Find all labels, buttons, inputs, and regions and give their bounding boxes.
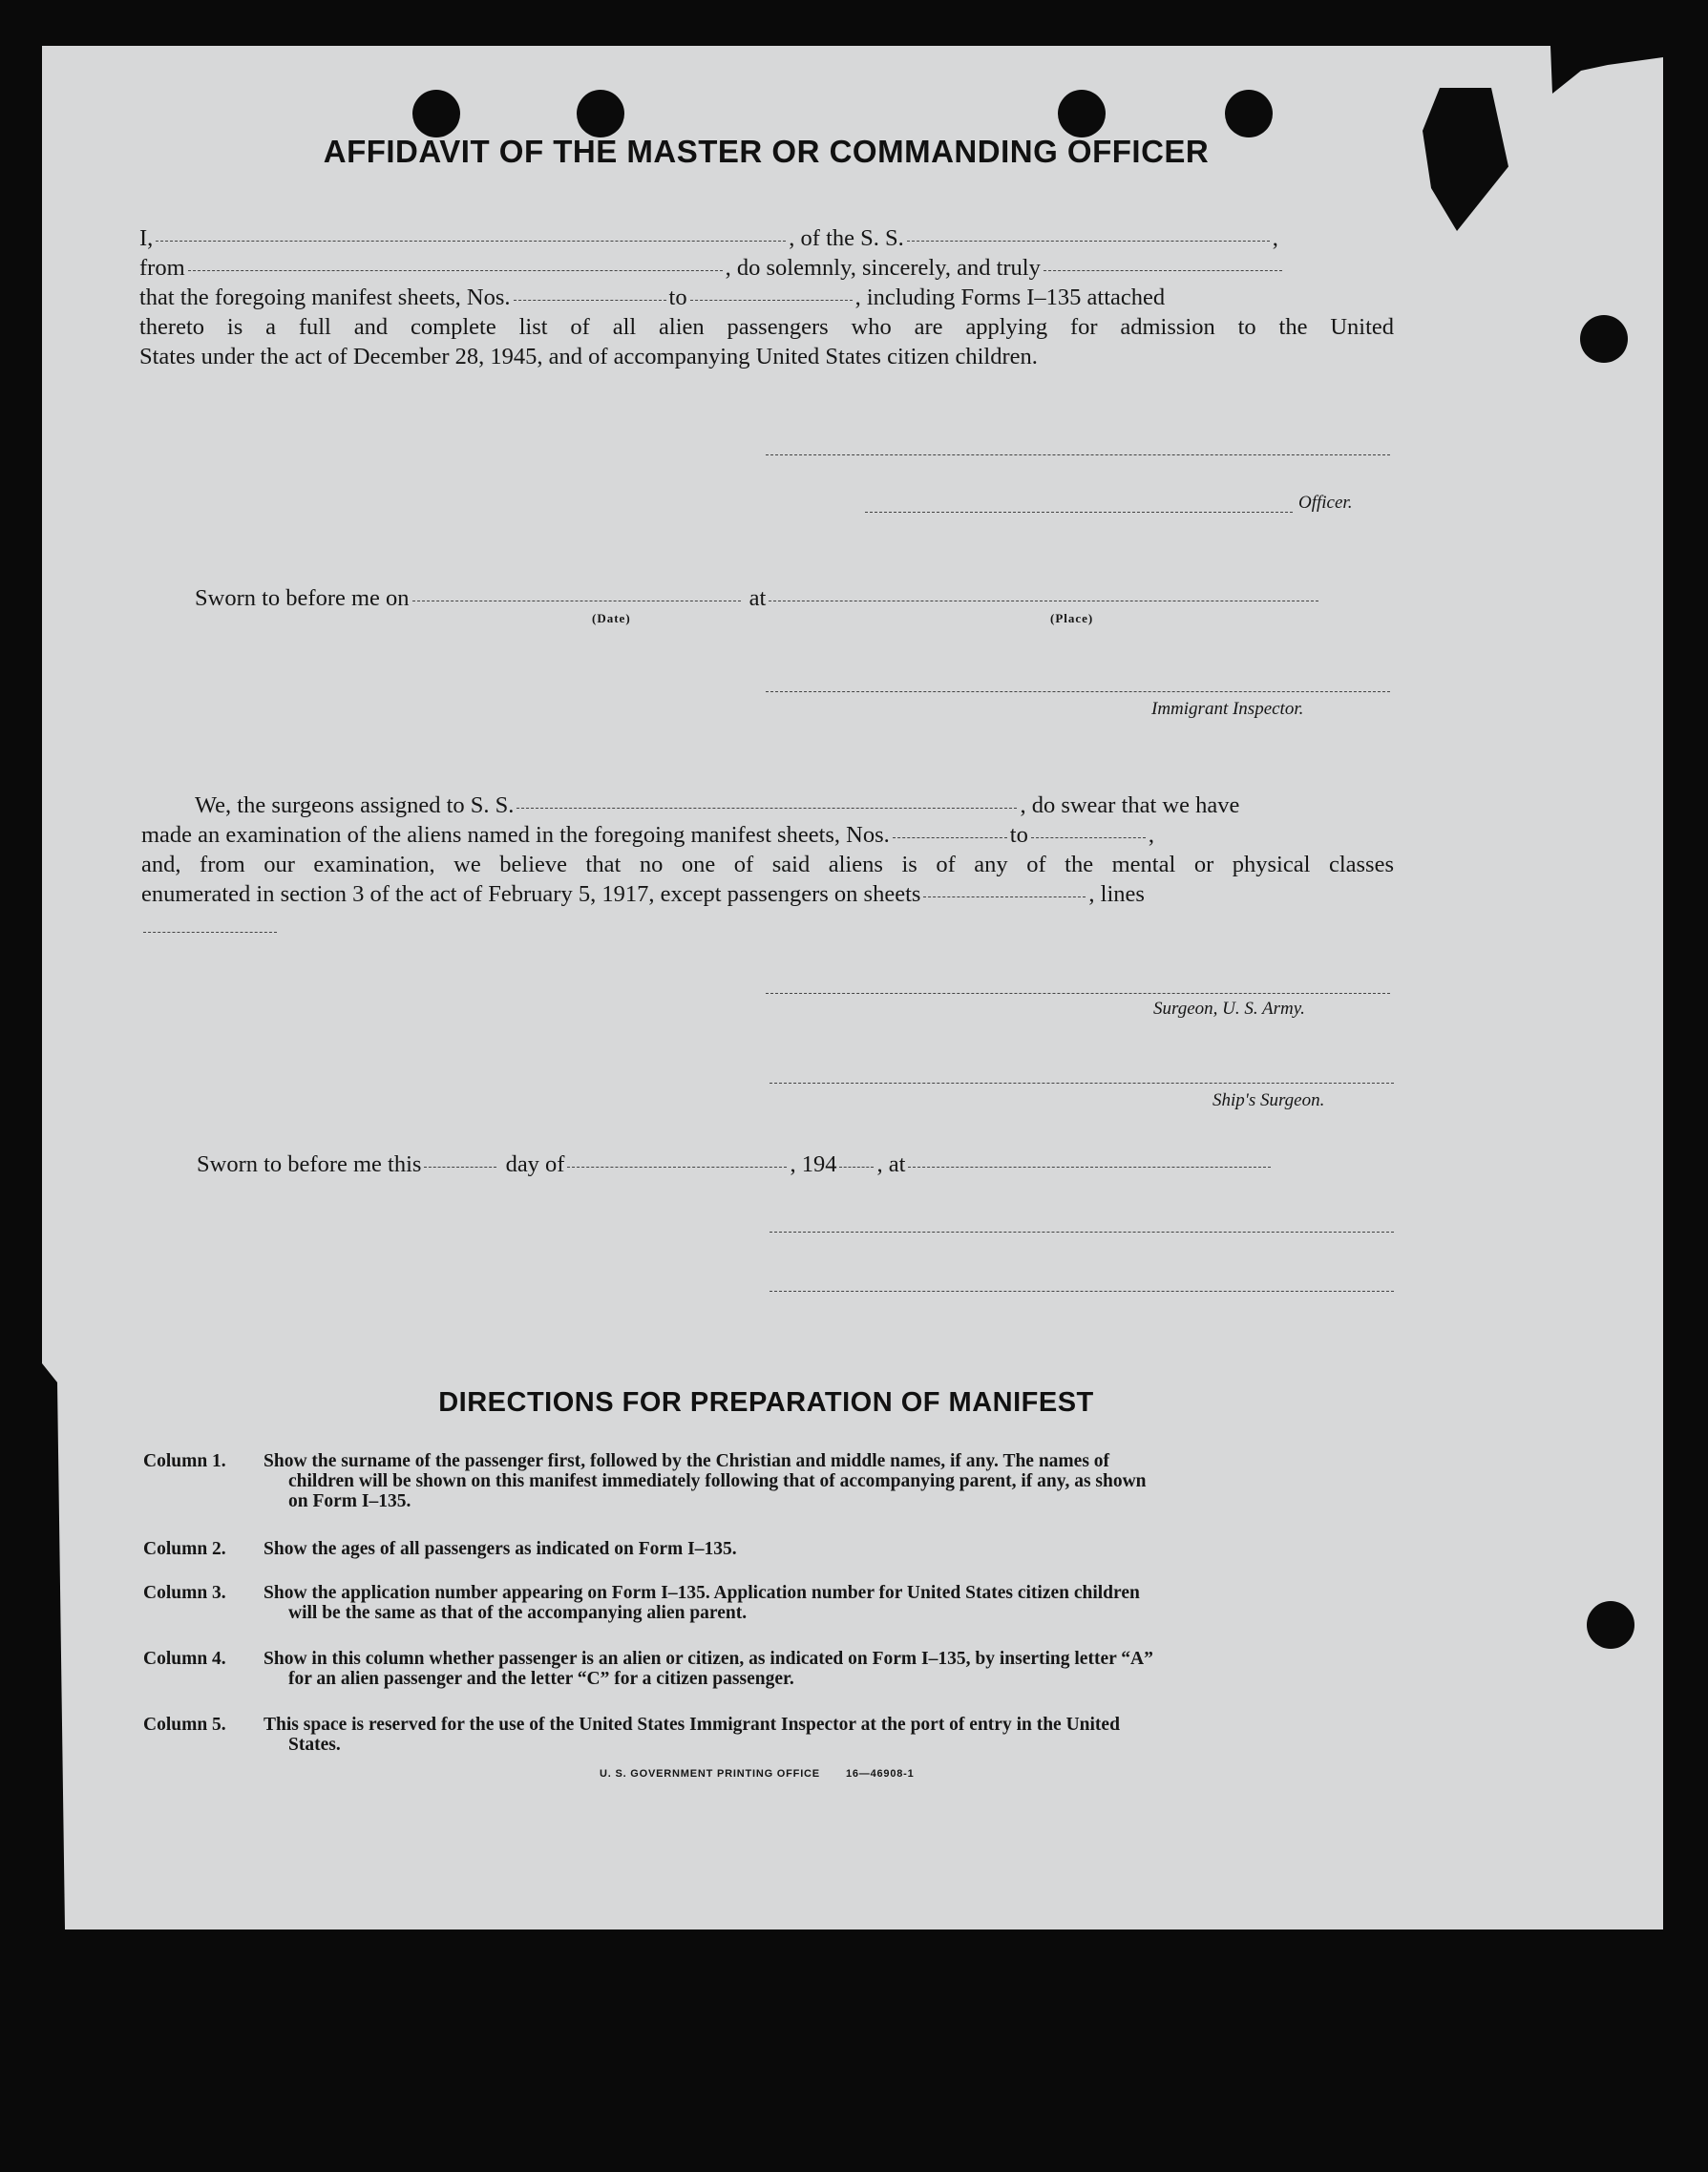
sworn-official-title-line[interactable]	[770, 1291, 1394, 1292]
surgeons-line-4: enumerated in section 3 of the act of February 5, 1917, except passengers on sheets , lines	[141, 881, 1145, 907]
affidavit-line-4: thereto is a full and complete list of all alien passengers who are applying for admission to the United	[139, 314, 1394, 340]
departure-port-field[interactable]	[188, 270, 723, 271]
surgeon-sheets-to-field[interactable]	[1031, 837, 1146, 838]
affidavit-line-1: I, , of the S. S. ,	[139, 225, 1278, 251]
sworn-official-signature-line[interactable]	[770, 1232, 1394, 1233]
direction-column-3: Column 3. Show the application number appearing on Form I–135. Application number for United States citizen children will be the same as that of the accompanying alien parent.	[143, 1583, 1140, 1623]
surgeons-line-2: made an examination of the aliens named in the foregoing manifest sheets, Nos. to ,	[141, 822, 1154, 848]
sworn-line-2: Sworn to before me this day of , 194 , at	[197, 1150, 1400, 1179]
directions-title: DIRECTIONS FOR PREPARATION OF MANIFEST	[438, 1387, 1094, 1418]
inspector-signature-line[interactable]	[766, 691, 1390, 692]
sheets-to-field[interactable]	[690, 300, 853, 301]
ship-surgeon-signature-line[interactable]	[770, 1083, 1394, 1084]
affidavit-line-5: States under the act of December 28, 1945, and of accompanying United States citizen children.	[139, 344, 1038, 369]
surgeon-sheets-from-field[interactable]	[893, 837, 1007, 838]
date-label: (Date)	[592, 611, 631, 625]
ship-name-field[interactable]	[907, 241, 1270, 242]
direction-column-5: Column 5. This space is reserved for the use of the United States Immigrant Inspector at the port of entry in the United States.	[143, 1715, 1120, 1755]
oath-field[interactable]	[1044, 270, 1282, 271]
sworn-location-field[interactable]	[908, 1167, 1271, 1168]
affidavit-line-2: from , do solemnly, sincerely, and truly	[139, 254, 1394, 283]
officer-title-line[interactable]	[865, 512, 1293, 513]
sworn-line-1: Sworn to before me on at	[195, 584, 1398, 613]
punch-hole	[1580, 315, 1628, 363]
direction-column-2: Column 2. Show the ages of all passengers as indicated on Form I–135.	[143, 1539, 737, 1559]
punch-hole	[577, 90, 624, 137]
punch-hole	[412, 90, 460, 137]
surgeons-line-1: We, the surgeons assigned to S. S. , do swear that we have	[195, 792, 1240, 818]
master-name-field[interactable]	[156, 241, 786, 242]
place-label: (Place)	[1050, 611, 1094, 625]
sheets-from-field[interactable]	[514, 300, 666, 301]
officer-caption: Officer.	[1298, 493, 1353, 513]
printer-imprint: U. S. GOVERNMENT PRINTING OFFICE 16—46908-1	[600, 1768, 915, 1780]
punch-hole	[1058, 90, 1106, 137]
officer-signature-line[interactable]	[766, 454, 1390, 455]
surgeons-line-3: and, from our examination, we believe that no one of said aliens is of any of the mental or physical classes	[141, 852, 1394, 877]
punch-hole	[1225, 90, 1273, 137]
ship-surgeon-caption: Ship's Surgeon.	[1212, 1090, 1325, 1110]
inspector-caption: Immigrant Inspector.	[1151, 699, 1304, 719]
army-surgeon-caption: Surgeon, U. S. Army.	[1153, 999, 1305, 1019]
except-sheets-field[interactable]	[923, 896, 1086, 897]
affidavit-line-3: that the foregoing manifest sheets, Nos. to , including Forms I–135 attached	[139, 285, 1166, 310]
direction-column-4: Column 4. Show in this column whether passenger is an alien or citizen, as indicated on Form I–135, by inserting letter “A” for an alien passenger and the letter “C” for a citizen passenger.	[143, 1649, 1153, 1689]
sworn-month-field[interactable]	[567, 1167, 787, 1168]
surgeon-ship-field[interactable]	[517, 808, 1017, 809]
punch-hole	[1587, 1601, 1634, 1649]
direction-column-1: Column 1. Show the surname of the passenger first, followed by the Christian and middle names, if any. The names of children will be shown on this manifest immediately following that of accompanying parent, if any, as shown on Form I–135.	[143, 1451, 1147, 1511]
sworn-day-field[interactable]	[424, 1167, 496, 1168]
affidavit-title: AFFIDAVIT OF THE MASTER OR COMMANDING OFFICER	[323, 134, 1210, 169]
sworn-year-field[interactable]	[839, 1167, 874, 1168]
lines-field[interactable]	[143, 932, 277, 933]
army-surgeon-signature-line[interactable]	[766, 993, 1390, 994]
